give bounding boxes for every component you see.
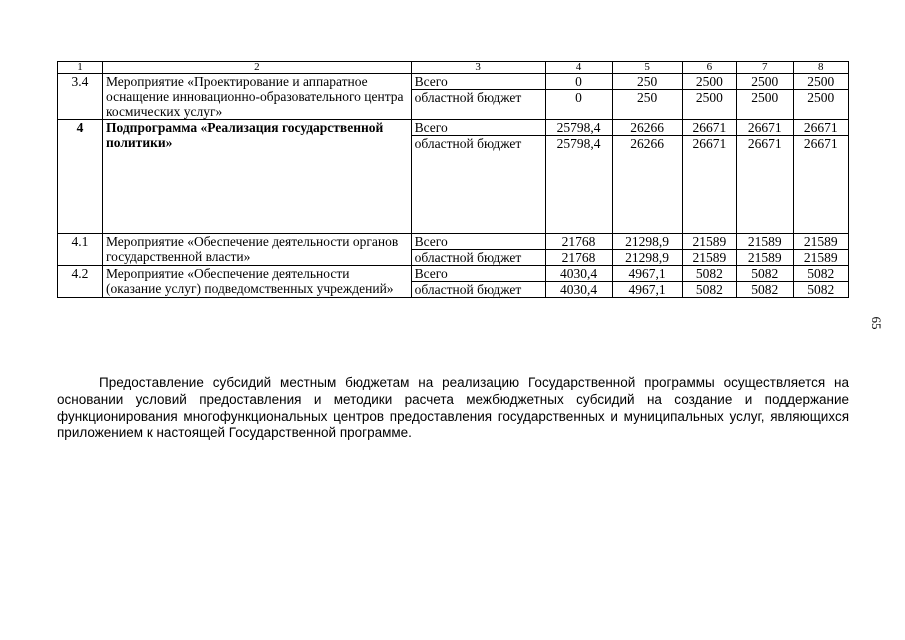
value-cell: 2500 xyxy=(737,74,793,90)
value-cell: 21589 xyxy=(793,250,849,266)
table-row xyxy=(58,74,849,90)
value-cell: 5082 xyxy=(737,266,793,282)
value-cell: 26266 xyxy=(612,120,682,136)
header-cell: 4 xyxy=(545,62,612,74)
funding-source: областной бюджет xyxy=(411,136,545,234)
value-cell: 26671 xyxy=(682,136,736,234)
value-cell: 4030,4 xyxy=(545,266,612,282)
value-cell: 2500 xyxy=(682,90,736,120)
table-row xyxy=(58,266,849,282)
value-cell: 5082 xyxy=(682,266,736,282)
value-cell: 26671 xyxy=(793,136,849,234)
value-cell: 2500 xyxy=(793,90,849,120)
item-name: Мероприятие «Обеспечение деятельности органов государственной власти» xyxy=(102,234,411,266)
value-cell: 21768 xyxy=(545,250,612,266)
header-cell: 8 xyxy=(793,62,849,74)
header-cell: 6 xyxy=(682,62,736,74)
value-cell: 4030,4 xyxy=(545,282,612,298)
funding-source: Всего xyxy=(411,120,545,136)
value-cell: 26671 xyxy=(737,136,793,234)
value-cell: 21298,9 xyxy=(612,234,682,250)
value-cell: 0 xyxy=(545,90,612,120)
value-cell: 25798,4 xyxy=(545,120,612,136)
header-cell: 3 xyxy=(411,62,545,74)
value-cell: 21589 xyxy=(793,234,849,250)
value-cell: 0 xyxy=(545,74,612,90)
header-cell: 2 xyxy=(102,62,411,74)
value-cell: 5082 xyxy=(793,282,849,298)
value-cell: 4967,1 xyxy=(612,266,682,282)
value-cell: 21298,9 xyxy=(612,250,682,266)
value-cell: 21768 xyxy=(545,234,612,250)
item-number: 4.1 xyxy=(58,234,103,266)
item-number: 3.4 xyxy=(58,74,103,120)
table-header-row xyxy=(58,62,849,74)
item-name: Мероприятие «Обеспечение деятельности (оказание услуг) подведомственных учреждений» xyxy=(102,266,411,298)
value-cell: 5082 xyxy=(682,282,736,298)
value-cell: 2500 xyxy=(737,90,793,120)
value-cell: 5082 xyxy=(793,266,849,282)
page-number: 65 xyxy=(869,316,884,330)
value-cell: 21589 xyxy=(682,250,736,266)
funding-source: Всего xyxy=(411,234,545,250)
value-cell: 21589 xyxy=(737,234,793,250)
header-cell: 7 xyxy=(737,62,793,74)
funding-source: Всего xyxy=(411,266,545,282)
value-cell: 26266 xyxy=(612,136,682,234)
body-paragraph: Предоставление субсидий местным бюджетам на реализацию Государственной программы осуществляется на основании условий предоставления и методики расчета межбюджетных субсидий на создание и поддержание функционирования многофункциональных центров предоставления государственных и муниципальных услуг, являющихся приложением к настоящей Государственной программе. xyxy=(57,375,849,441)
value-cell: 2500 xyxy=(682,74,736,90)
value-cell: 26671 xyxy=(793,120,849,136)
value-cell: 21589 xyxy=(737,250,793,266)
value-cell: 5082 xyxy=(737,282,793,298)
value-cell: 26671 xyxy=(737,120,793,136)
item-number: 4.2 xyxy=(58,266,103,298)
value-cell: 25798,4 xyxy=(545,136,612,234)
value-cell: 250 xyxy=(612,74,682,90)
header-cell: 1 xyxy=(58,62,103,74)
value-cell: 250 xyxy=(612,90,682,120)
value-cell: 2500 xyxy=(793,74,849,90)
funding-source: областной бюджет xyxy=(411,90,545,120)
item-number: 4 xyxy=(58,120,103,234)
value-cell: 26671 xyxy=(682,120,736,136)
funding-source: Всего xyxy=(411,74,545,90)
item-name: Мероприятие «Проектирование и аппаратное оснащение инновационно-образовательного центра космических услуг» xyxy=(102,74,411,120)
budget-table xyxy=(57,61,849,298)
funding-source: областной бюджет xyxy=(411,282,545,298)
funding-source: областной бюджет xyxy=(411,250,545,266)
value-cell: 21589 xyxy=(682,234,736,250)
table-row xyxy=(58,234,849,250)
value-cell: 4967,1 xyxy=(612,282,682,298)
header-cell: 5 xyxy=(612,62,682,74)
table-row xyxy=(58,120,849,136)
item-name: Подпрограмма «Реализация государственной политики» xyxy=(102,120,411,234)
